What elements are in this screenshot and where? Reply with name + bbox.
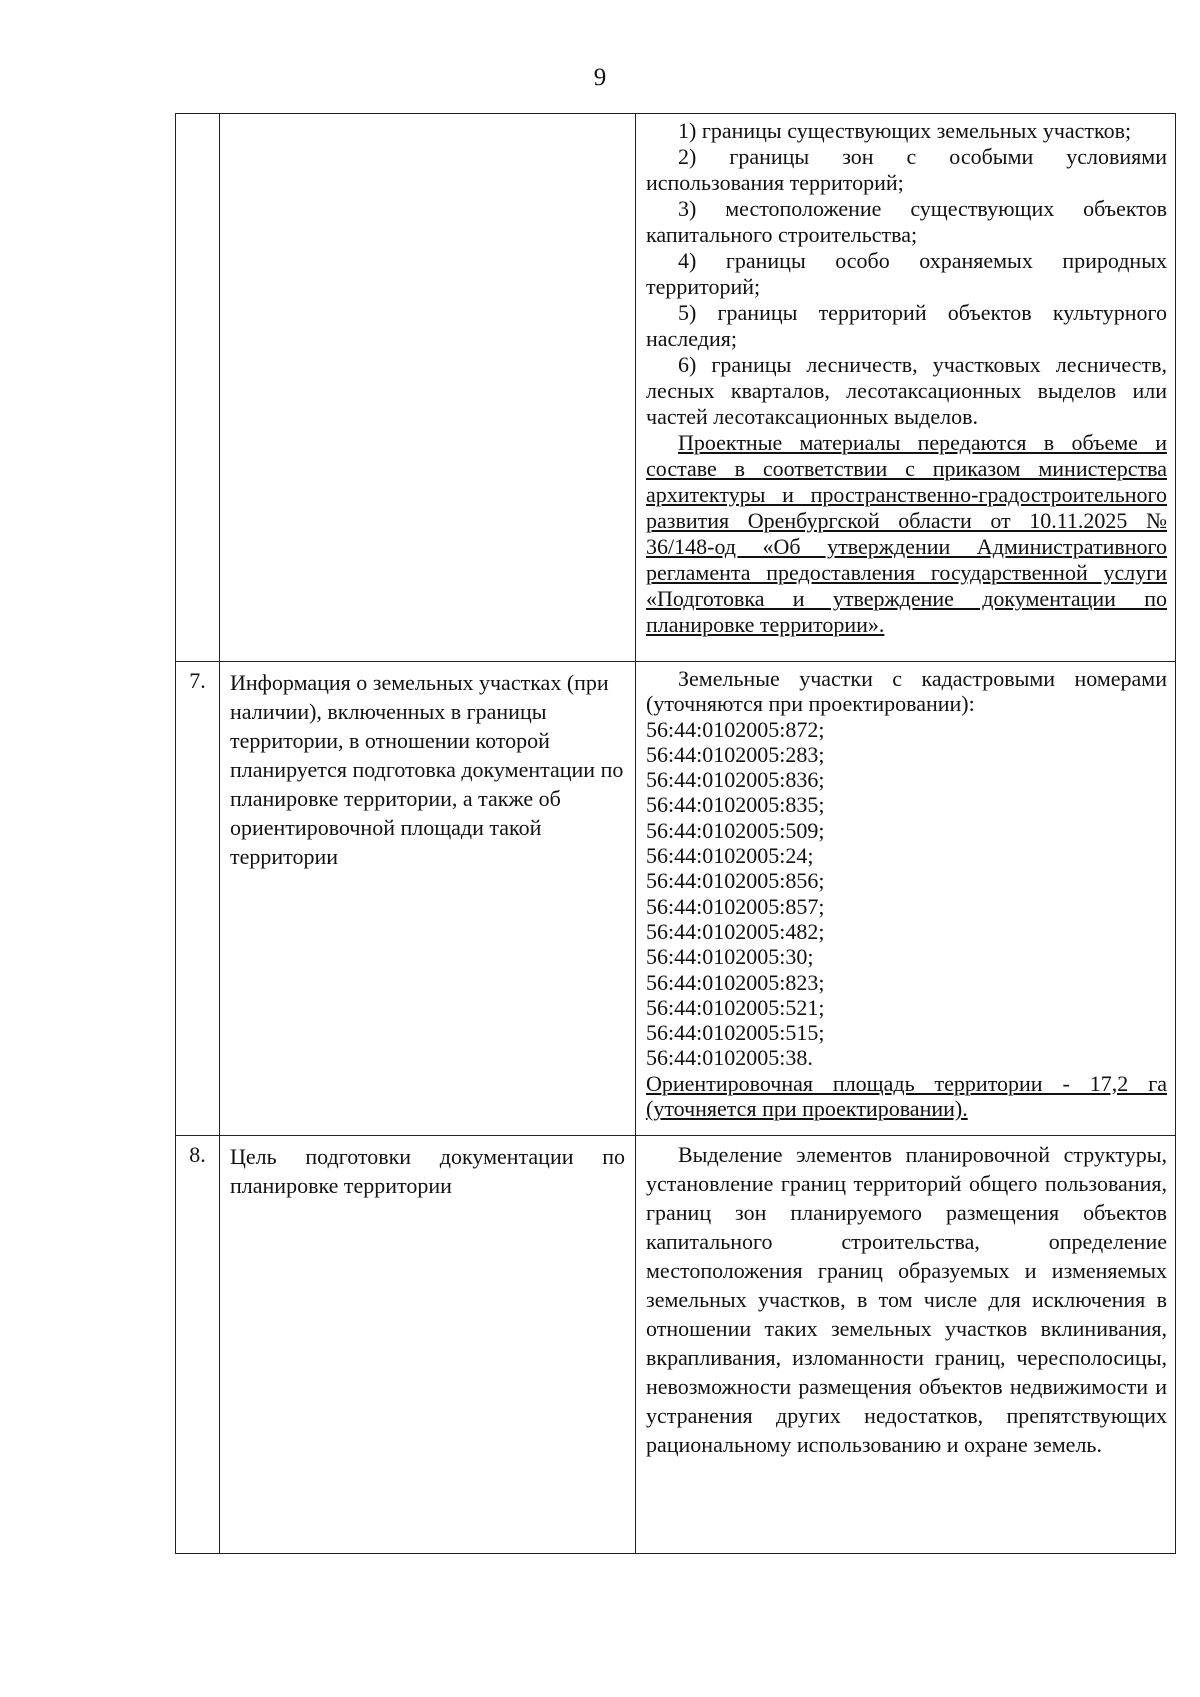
row-label — [220, 114, 636, 662]
row-content — [636, 662, 1176, 1136]
cadastral-number: 56:44:0102005:521; — [646, 994, 825, 1020]
paragraph: Проектные материалы передаются в объеме и составе в соответствии с приказом министерства архитектуры и пространственно-градостроительного развития Оренбургской области от 10.11.2025 № 36/148-од «Об утверждении Административного регламента предоставления государственной услуги «Подготовка и утверждение документации по планировке территории». — [646, 430, 1167, 637]
row-content — [636, 114, 1176, 662]
cadastral-number: 56:44:0102005:283; — [646, 741, 825, 767]
cadastral-number: 56:44:0102005:482; — [646, 918, 825, 944]
row-content — [636, 1136, 1176, 1554]
row-number: 7. — [176, 662, 220, 1136]
cadastral-number: 56:44:0102005:30; — [646, 944, 814, 970]
list-item: 3) местоположение существующих объектов капитального строительства; — [646, 196, 1167, 247]
row-label: Цель подготовки документации по планировке территории — [220, 1136, 636, 1554]
table-row — [176, 114, 1176, 662]
cadastral-number: 56:44:0102005:509; — [646, 817, 825, 843]
list-item: 6) границы лесничеств, участковых лесничеств, лесных кварталов, лесотаксационных выделов или частей лесотаксационных выделов. — [646, 352, 1167, 429]
cadastral-number: 56:44:0102005:836; — [646, 767, 825, 793]
table-row — [176, 662, 1176, 1136]
cadastral-number: 56:44:0102005:24; — [646, 843, 814, 869]
terms-table — [175, 113, 1176, 1554]
list-item: 5) границы территорий объектов культурного наследия; — [646, 300, 1167, 351]
table-row — [176, 1136, 1176, 1554]
cadastral-number: 56:44:0102005:835; — [646, 792, 825, 818]
page-number: 9 — [593, 64, 607, 91]
area-text: Ориентировочная площадь территории - 17,2 га (уточняется при проектировании). — [646, 1070, 1167, 1122]
list-item: 4) границы особо охраняемых природных территорий; — [646, 248, 1167, 299]
list-item: 1) границы существующих земельных участков; — [678, 118, 1132, 143]
row-number: 8. — [176, 1136, 220, 1554]
cadastral-number: 56:44:0102005:38. — [646, 1045, 813, 1071]
cadastral-number: 56:44:0102005:872; — [646, 716, 825, 742]
list-item: 2) границы зон с особыми условиями использования территорий; — [646, 144, 1167, 195]
goal-text: Выделение элементов планировочной структуры, установление границ территорий общего пользования, границ зон планируемого размещения объектов капитального строительства, определение местоположения границ образуемых и изменяемых земельных участков, в том числе для исключения в отношении таких земельных участков вклинивания, вкрапливания, изломанности границ, чересполосицы, невозможности размещения объектов недвижимости и устранения других недостатков, препятствующих рациональному использованию и охране земель. — [646, 1142, 1167, 1457]
cadastral-number: 56:44:0102005:515; — [646, 1020, 825, 1046]
cadastral-number: 56:44:0102005:823; — [646, 969, 825, 995]
intro-text: Земельные участки с кадастровыми номерами (уточняются при проектировании): — [646, 666, 1167, 717]
row-label: Информация о земельных участках (при наличии), включенных в границы территории, в отношении которой планируется подготовка документации по планировке территории, а также об ориентировочной площади такой территории — [220, 662, 636, 1136]
row-number — [176, 114, 220, 662]
cadastral-number: 56:44:0102005:857; — [646, 893, 825, 919]
cadastral-number: 56:44:0102005:856; — [646, 868, 825, 894]
